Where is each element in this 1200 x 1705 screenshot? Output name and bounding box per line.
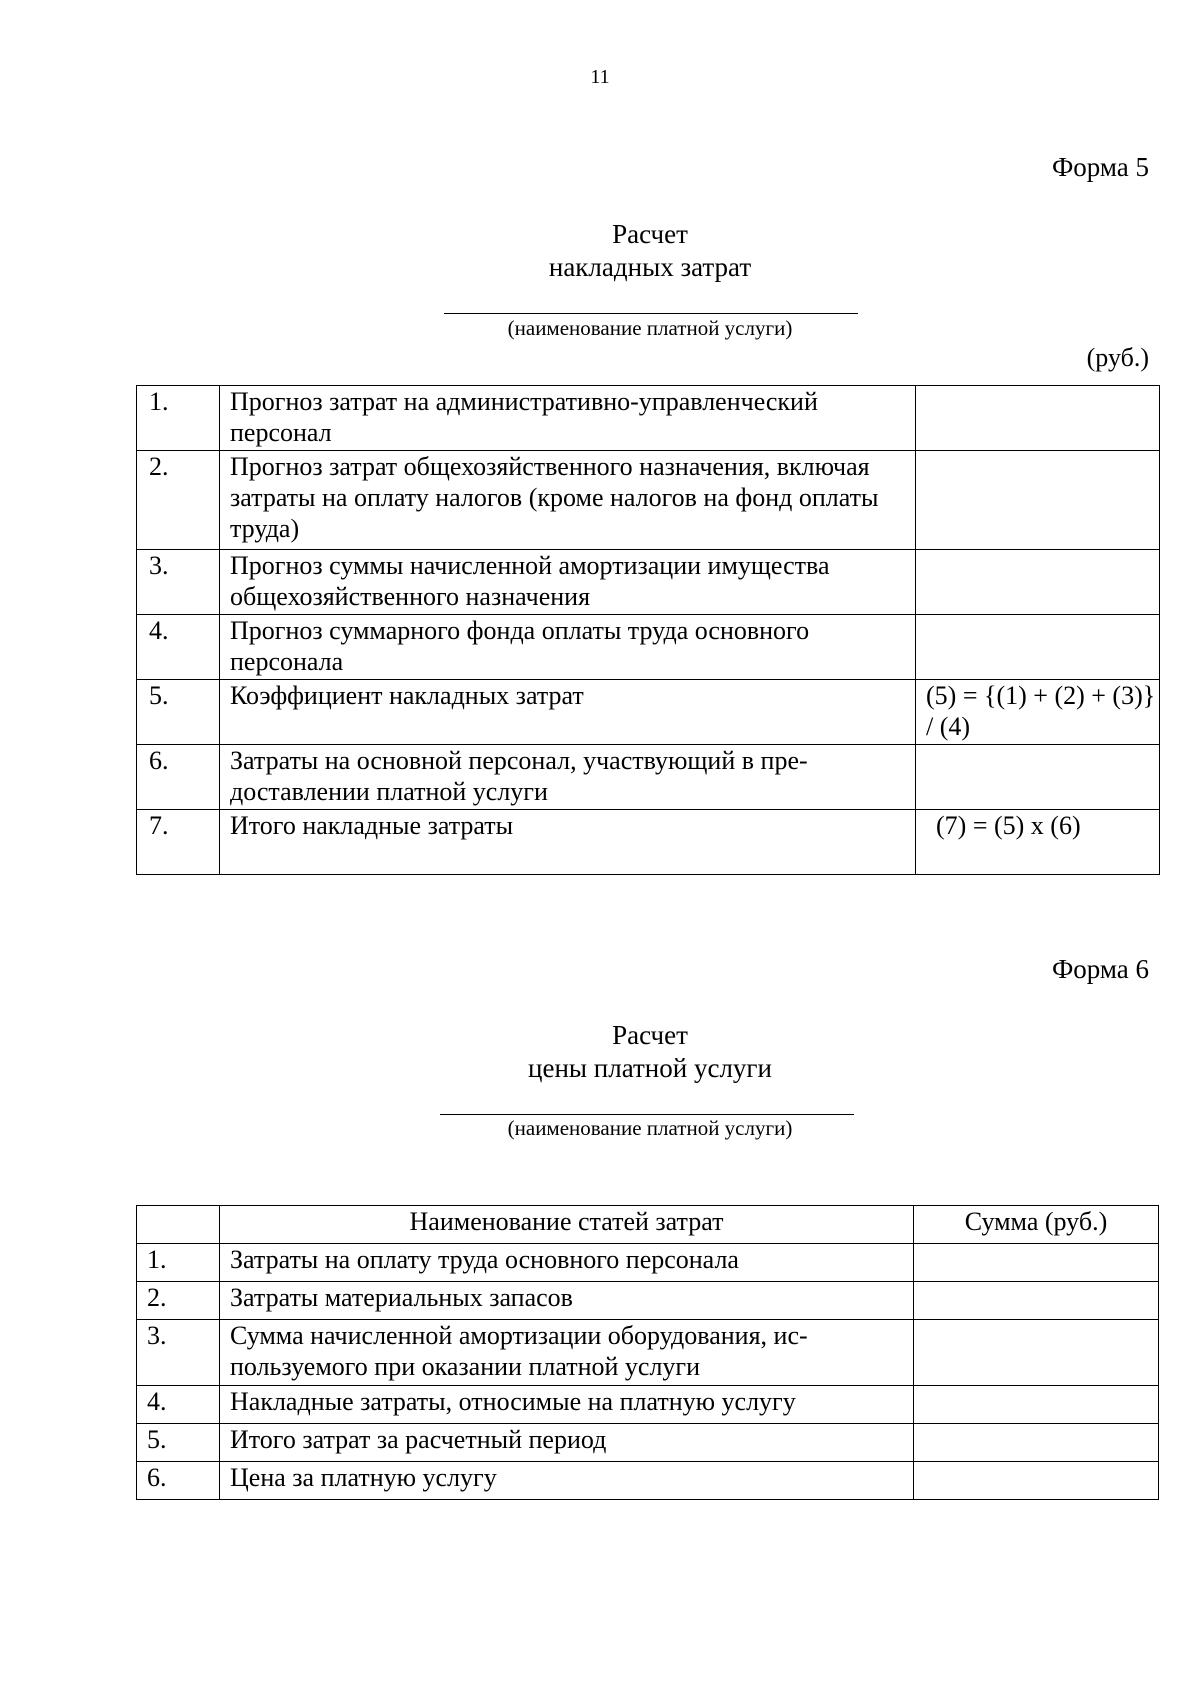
table-row [137,1424,1159,1462]
table-row [137,745,1160,810]
form5-title-line2: накладных затрат [548,252,752,282]
table-row [137,550,1160,615]
form5-title-line1: Расчет [612,219,688,249]
row-number: 4. [137,1386,220,1424]
table-row [137,1386,1159,1424]
row-value [914,1244,1159,1282]
row-text: Цена за платную услугу [220,1462,914,1500]
form6-label: Форма 6 [1051,954,1149,984]
row-number: 5. [137,1424,220,1462]
table-header-row [137,1206,1159,1244]
table-row [137,1282,1159,1320]
form6-caption: (наименование платной услуги) [507,1116,793,1140]
form5-table [136,385,1160,875]
row-number: 3. [137,550,220,615]
table-row [137,680,1160,745]
page-number: 11 [590,66,610,88]
table-row [137,451,1160,550]
row-text: Прогноз затрат общехозяйственного назначения, включая затраты на оплату налогов (кроме налогов на фонд оплаты труда) [220,451,916,550]
row-number: 2. [137,451,220,550]
row-number: 3. [137,1320,220,1386]
table-row [137,1462,1159,1500]
row-text: Итого затрат за расчетный период [220,1424,914,1462]
row-text: Затраты на оплату труда основного персонала [220,1244,914,1282]
table-row [137,1244,1159,1282]
row-number: 4. [137,615,220,680]
form6-title-line1: Расчет [612,1020,688,1050]
row-value [914,1386,1159,1424]
form6-table [136,1205,1159,1500]
row-formula: (5) = {(1) + (2) + (3)} / (4) [916,680,1160,745]
table-row [137,1320,1159,1386]
row-number: 1. [137,386,220,451]
row-text: Сумма начисленной амортизации оборудования, ис-пользуемого при оказании платной услуги [220,1320,914,1386]
row-number: 5. [137,680,220,745]
row-number: 7. [137,810,220,875]
header-sum: Сумма (руб.) [914,1206,1159,1244]
form5-service-name-line [444,313,858,314]
row-value [916,745,1160,810]
form5-title [0,218,1200,284]
row-value [914,1282,1159,1320]
row-value [916,451,1160,550]
row-value [914,1320,1159,1386]
row-value [914,1424,1159,1462]
row-text: Затраты на основной персонал, участвующий в пре-доставлении платной услуги [220,745,916,810]
header-number [137,1206,220,1244]
row-text: Затраты материальных запасов [220,1282,914,1320]
row-formula: (7) = (5) х (6) [916,810,1160,875]
table-row [137,615,1160,680]
form5-label: Форма 5 [1051,152,1149,182]
row-value [916,550,1160,615]
row-value [916,615,1160,680]
row-text: Накладные затраты, относимые на платную услугу [220,1386,914,1424]
table-row [137,810,1160,875]
form5-unit: (руб.) [1086,343,1149,372]
row-value [914,1462,1159,1500]
row-text: Прогноз суммы начисленной амортизации имущества общехозяйственного назначения [220,550,916,615]
row-number: 1. [137,1244,220,1282]
form6-title-line2: цены платной услуги [528,1053,772,1083]
form5-caption: (наименование платной услуги) [507,316,793,340]
form6-title [0,1019,1200,1085]
row-number: 6. [137,1462,220,1500]
row-number: 6. [137,745,220,810]
form6-service-name-line [440,1114,854,1115]
table-row [137,386,1160,451]
row-text: Коэффициент накладных затрат [220,680,916,745]
row-value [916,386,1160,451]
row-text: Прогноз суммарного фонда оплаты труда основного персонала [220,615,916,680]
row-text: Прогноз затрат на административно-управленческий персонал [220,386,916,451]
row-number: 2. [137,1282,220,1320]
row-text: Итого накладные затраты [220,810,916,875]
header-name: Наименование статей затрат [220,1206,914,1244]
